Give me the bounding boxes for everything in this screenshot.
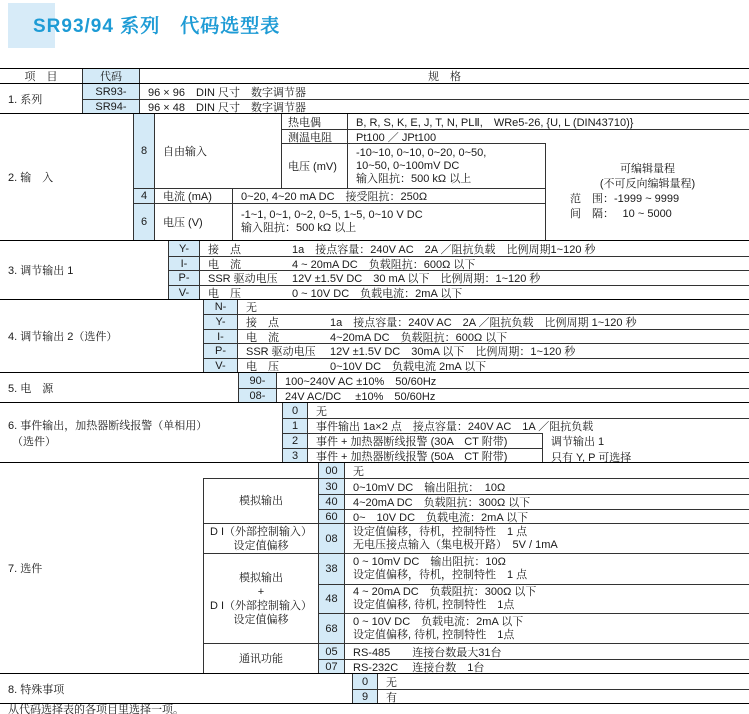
spec-cell: 0~20, 4~20 mA DC 接受阻抗：250Ω (241, 191, 428, 203)
spec-cell: 1a 接点容量：240V AC 2A ／阻抗负载 比例周期 1~120 秒 (330, 317, 637, 329)
output-type: 电 流 (208, 258, 241, 270)
table-row (203, 300, 749, 314)
spec-cell: 100~240V AC ±10% 50/60Hz (285, 375, 437, 388)
spec-line: 10~50, 0~100mV DC (356, 159, 460, 172)
table-row (168, 285, 749, 299)
spec-line: 0 ~ 10mV DC 输出阻抗：10Ω (353, 555, 506, 568)
table-row (203, 463, 749, 478)
note-line: 范 围：-1999 ~ 9999 (570, 192, 680, 205)
spec-cell: 1a 接点容量：240V AC 2A ／阻抗负载 比例周期1~120 秒 (292, 243, 596, 256)
code-cell: 4 (133, 189, 155, 203)
note-line: 只有 Y, P 可选择 (551, 452, 632, 464)
spec-line: 设定值偏移，待机，控制特性 1 点 (353, 568, 528, 581)
code-cell: 07 (318, 660, 345, 674)
table-row (318, 554, 749, 584)
code-cell: 0 (352, 674, 378, 689)
spec-cell: 0~10mV DC 输出阻抗： 10Ω (353, 481, 506, 494)
output-type: 接 点 (208, 243, 241, 256)
group-label (203, 554, 318, 643)
table-row (318, 613, 749, 643)
spec-cell (345, 524, 749, 553)
table-row (318, 659, 749, 674)
section-options (0, 462, 749, 673)
code-cell: V- (203, 359, 238, 372)
spec-line: 设定值偏移, 待机, 控制特性 1点 (353, 598, 515, 611)
spec-cell: 无 (316, 405, 327, 418)
table-row (203, 329, 749, 343)
code-selection-table (0, 68, 749, 704)
group-label: 通讯功能 (203, 644, 318, 673)
table-row (318, 644, 749, 659)
output-type: 接 点 (246, 317, 279, 329)
table-row (238, 388, 749, 402)
note-line: 间 隔： 10 ~ 5000 (570, 207, 672, 220)
spec-cell: RS-232C 连接台数 1台 (353, 662, 485, 674)
spec-cell: 无 (386, 676, 397, 689)
code-cell: SR93- (82, 84, 140, 99)
table-row (203, 314, 749, 329)
code-cell: 60 (318, 510, 345, 524)
spec-line: -10~10, 0~10, 0~20, 0~50, (356, 146, 487, 159)
output-type: 无 (246, 302, 257, 314)
table-row (168, 256, 749, 270)
table-row (318, 509, 749, 524)
spec-cell: 0~10V DC 负载电流 2mA 以下 (330, 360, 487, 372)
group-label-line: 设定值偏移 (233, 613, 289, 626)
header-item: 项 目 (24, 71, 58, 83)
code-cell: 2 (282, 434, 308, 448)
code-cell: 05 (318, 644, 345, 659)
table-row (282, 418, 749, 433)
table-header-row (0, 69, 749, 83)
code-cell: 40 (318, 495, 345, 509)
options-group-comm (203, 643, 749, 673)
output-type: 电 流 (246, 331, 279, 343)
table-row (168, 241, 749, 256)
code-cell: P- (203, 344, 238, 358)
group-label (203, 524, 318, 553)
input-type-label: 自由输入 (155, 114, 282, 188)
group-label-line: 设定值偏移 (233, 539, 289, 552)
spec-cell: 4~20mA DC 负载阻抗：600Ω 以下 (330, 331, 508, 343)
section-input-label: 2. 输 入 (8, 172, 54, 184)
code-cell: 00 (318, 463, 345, 478)
spec-line: 输入阻抗：500 kΩ 以上 (356, 172, 472, 185)
section-output2 (0, 299, 749, 372)
code-cell: I- (203, 330, 238, 343)
code-cell: 90- (238, 373, 277, 388)
table-row (82, 84, 749, 99)
editable-range-note (545, 143, 749, 240)
section-event-label (0, 403, 282, 462)
section-series-label: 1. 系列 (8, 93, 43, 106)
spec-cell: 0~ 10V DC 负载电流：2mA 以下 (353, 512, 529, 524)
spec-cell: RS-485 连接台数最大31台 (353, 646, 502, 659)
code-cell: I- (168, 257, 200, 270)
section-event (0, 402, 749, 462)
event-output-note (542, 433, 749, 462)
group-label: 模拟输出 (203, 479, 318, 523)
sensor-label: 测温电阻 (282, 130, 348, 143)
group-label-line: D I（外部控制输入） (209, 599, 313, 612)
code-cell: V- (168, 286, 200, 299)
code-cell: Y- (203, 315, 238, 329)
options-group-di (203, 523, 749, 553)
spec-cell (345, 614, 749, 643)
spec-line: 输入阻抗：500 kΩ 以上 (241, 222, 357, 234)
options-spacer (203, 463, 318, 478)
spec-cell (345, 554, 749, 584)
table-row (203, 343, 749, 358)
input-type-label: 电流 (mA) (155, 189, 233, 203)
table-row (282, 403, 749, 418)
note-line: (不可反向编辑量程) (599, 177, 696, 190)
group-label-line: D I（外部控制输入） (209, 525, 313, 538)
sensor-label: 热电偶 (282, 114, 348, 129)
spec-line: -1~1, 0~1, 0~2, 0~5, 1~5, 0~10 V DC (241, 209, 423, 221)
table-row (282, 114, 749, 129)
sensor-label: 电压 (mV) (282, 144, 348, 188)
header-code: 代码 (82, 69, 140, 83)
table-row (318, 479, 749, 494)
table-row (82, 99, 749, 113)
code-cell: 3 (282, 449, 308, 462)
section-power (0, 372, 749, 402)
output-type: SSR 驱动电压 (246, 346, 316, 358)
spec-cell: 事件输出 1a×2 点 接点容量：240V AC 1A ／阻抗负载 (316, 421, 594, 433)
code-cell: 30 (318, 479, 345, 494)
code-cell: 0 (282, 403, 308, 418)
spec-cell: 12V ±1.5V DC 30mA 以下 比例周期：1~120 秒 (330, 346, 576, 358)
page-title: SR93/94 系列 代码选型表 (33, 16, 281, 37)
spec-line: 设定值偏移，待机，控制特性 1 点 (353, 525, 528, 538)
section-special (0, 673, 749, 703)
spec-cell: Pt100 ／ JPt100 (356, 131, 437, 143)
code-cell: 1 (282, 419, 308, 433)
code-cell: 9 (352, 690, 378, 703)
table-row (318, 494, 749, 509)
table-row (282, 129, 749, 143)
section-label-line: （选件） (12, 435, 56, 448)
spec-cell: 96 × 96 DIN 尺寸 数字调节器 (148, 86, 307, 99)
spec-cell: B, R, S, K, E, J, T, N, PLⅡ, WRe5-26, {U, L (DIN43710)} (356, 116, 634, 129)
input-type-label: 电压 (V) (155, 204, 233, 240)
table-row (238, 373, 749, 388)
output-type: 电 压 (208, 287, 241, 299)
code-cell: 68 (318, 614, 345, 643)
code-cell: 48 (318, 585, 345, 614)
spec-cell: 4~20mA DC 负载阻抗：300Ω 以下 (353, 497, 531, 509)
options-group-analog-di (203, 553, 749, 643)
code-cell: 8 (133, 114, 155, 188)
table-row (352, 689, 749, 703)
spec-line: 设定值偏移, 待机, 控制特性 1点 (353, 628, 515, 641)
spec-line: 4 ~ 20mA DC 负载阻抗：300Ω 以下 (353, 585, 537, 598)
code-cell: N- (203, 300, 238, 314)
code-cell: 38 (318, 554, 345, 584)
spec-cell: 24V AC/DC ±10% 50/60Hz (285, 390, 436, 402)
spec-cell: 4 ~ 20mA DC 负载阻抗：600Ω 以下 (292, 258, 476, 270)
code-cell: Y- (168, 241, 200, 256)
spec-line: 无电压接点输入（集电极开路） 5V / 1mA (353, 538, 558, 551)
section-special-label: 8. 特殊事项 (8, 683, 65, 696)
output-type: 电 压 (246, 360, 279, 372)
section-power-label: 5. 电 源 (8, 382, 54, 395)
spec-cell: 有 (386, 691, 397, 703)
spec-cell: 0 ~ 10V DC 负载电流：2mA 以下 (292, 287, 463, 299)
section-options-label: 7. 选件 (8, 563, 43, 575)
code-cell: 08 (318, 524, 345, 553)
note-line: 调节输出 1 (551, 436, 605, 448)
options-group-analog (203, 478, 749, 523)
spec-line: 0 ~ 10V DC 负载电流：2mA 以下 (353, 615, 524, 628)
group-label-line: + (257, 585, 265, 598)
footer-note: 从代码选择表的各项目里选择一项。 (8, 704, 184, 714)
section-output1-label: 3. 调节输出 1 (8, 265, 74, 277)
header-spec: 规 格 (428, 71, 461, 83)
code-cell: P- (168, 271, 200, 285)
spec-cell: 12V ±1.5V DC 30 mA 以下 比例周期：1~120 秒 (292, 273, 541, 285)
code-cell: 08- (238, 389, 277, 402)
output-type: SSR 驱动电压 (208, 273, 278, 285)
code-cell: SR94- (82, 100, 140, 113)
section-output2-label: 4. 调节输出 2（选件） (8, 331, 118, 343)
spec-cell (345, 585, 749, 614)
group-label-line: 模拟输出 (239, 571, 283, 584)
spec-cell: 无 (353, 465, 364, 478)
table-row (168, 270, 749, 285)
table-row (318, 524, 749, 553)
section-series (0, 83, 749, 113)
spec-cell: 事件 + 加热器断线报警 (50A CT 附带) (316, 450, 508, 462)
section-input (0, 113, 749, 240)
spec-cell: 事件 + 加热器断线报警 (30A CT 附带) (316, 436, 508, 448)
section-label-line: 6. 事件输出，加热器断线报警（单相用） (8, 419, 208, 432)
code-cell: 6 (133, 204, 155, 240)
table-row (203, 358, 749, 372)
spec-cell: 96 × 48 DIN 尺寸 数字调节器 (148, 101, 307, 113)
table-row (318, 584, 749, 614)
section-output1 (0, 240, 749, 299)
note-line: 可编辑量程 (620, 162, 675, 175)
table-row (352, 674, 749, 689)
